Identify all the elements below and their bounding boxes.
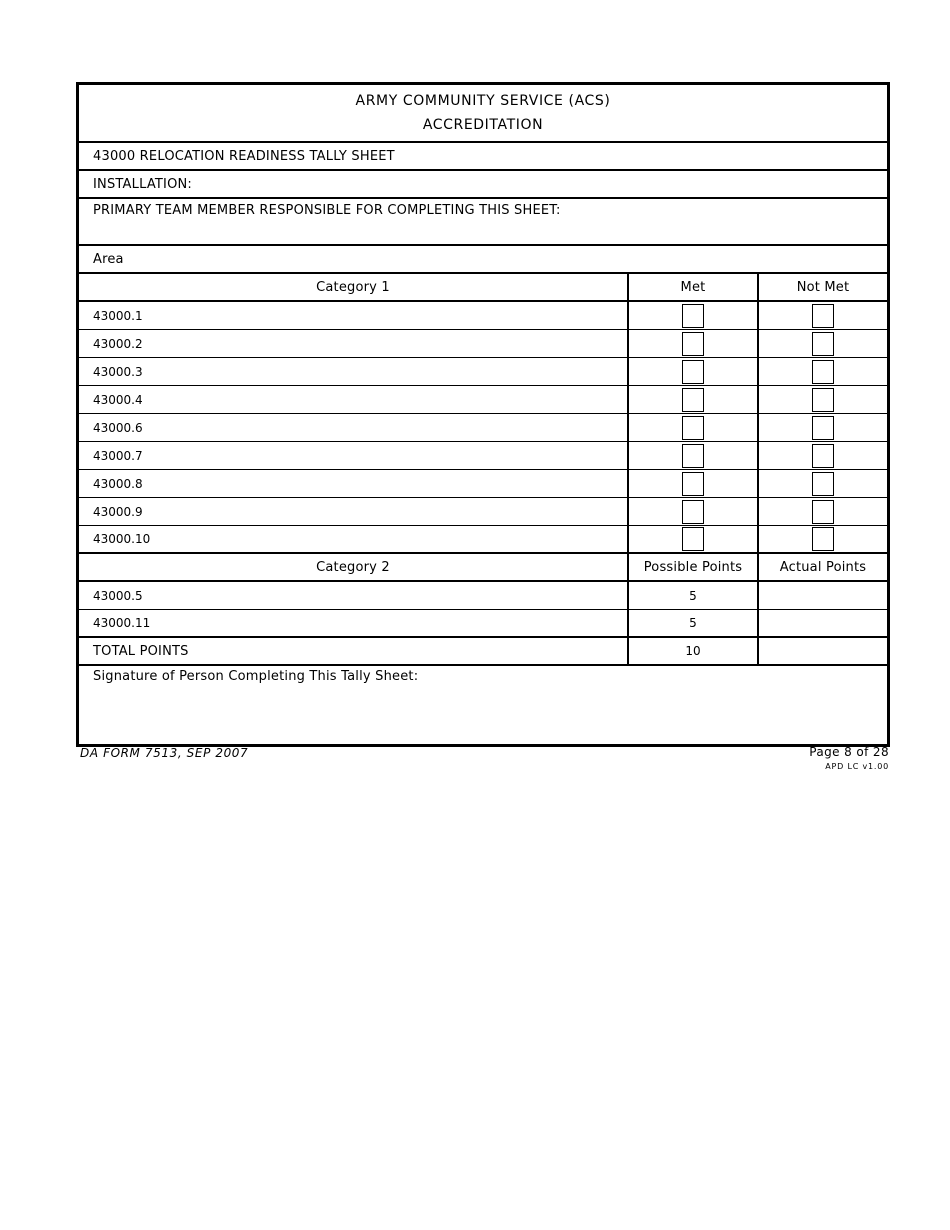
met-cell [629,498,759,525]
met-checkbox[interactable] [682,527,704,551]
category2-item-id: 43000.11 [79,610,629,636]
form-title [79,85,887,141]
met-cell [629,358,759,385]
not-met-header: Not Met [796,279,850,295]
met-cell [629,526,759,552]
category1-item-id: 43000.10 [79,526,629,552]
met-checkbox[interactable] [682,360,704,384]
form-title-row [79,85,887,143]
not-met-checkbox[interactable] [812,500,834,524]
category1-row [79,386,887,414]
not-met-cell [759,498,887,525]
met-checkbox[interactable] [682,472,704,496]
met-header: Met [629,274,759,300]
not-met-cell [759,442,887,469]
primary-member-field[interactable]: PRIMARY TEAM MEMBER RESPONSIBLE FOR COMPLETING THIS SHEET: [93,203,561,218]
category1-row [79,302,887,330]
not-met-cell [759,526,887,552]
met-cell [629,330,759,357]
form-number: DA FORM 7513, SEP 2007 [80,746,249,760]
sheet-title: 43000 RELOCATION READINESS TALLY SHEET [93,148,395,164]
not-met-cell [759,470,887,497]
actual-points-field[interactable] [759,610,887,636]
category2-row [79,610,887,638]
not-met-checkbox[interactable] [812,332,834,356]
met-cell [629,414,759,441]
form-version: APD LC v1.00 [825,762,889,771]
tally-sheet-form [76,82,890,747]
actual-points-header: Actual Points [779,559,867,575]
met-checkbox[interactable] [682,500,704,524]
total-actual-points-field[interactable] [759,638,887,664]
category2-item-id: 43000.5 [79,582,629,609]
installation-row[interactable] [79,171,887,199]
category1-header: Category 1 [79,274,629,300]
category1-row [79,526,887,554]
area-row[interactable] [79,246,887,274]
total-points-label: TOTAL POINTS [79,638,629,664]
category1-row [79,470,887,498]
not-met-cell [759,302,887,329]
area-field[interactable]: Area [93,251,124,267]
category1-row [79,442,887,470]
met-checkbox[interactable] [682,304,704,328]
not-met-checkbox[interactable] [812,527,834,551]
met-cell [629,302,759,329]
category2-header: Category 2 [79,554,629,580]
category1-row [79,498,887,526]
not-met-cell [759,414,887,441]
signature-row[interactable] [79,666,887,744]
signature-field[interactable]: Signature of Person Completing This Tally Sheet: [93,669,419,684]
category2-row [79,582,887,610]
met-cell [629,470,759,497]
actual-points-field[interactable] [759,582,887,609]
possible-points-value: 5 [629,582,759,609]
met-checkbox[interactable] [682,416,704,440]
form-title-line1: ARMY COMMUNITY SERVICE (ACS) [355,93,611,109]
not-met-cell [759,358,887,385]
met-cell [629,386,759,413]
not-met-checkbox[interactable] [812,360,834,384]
not-met-checkbox[interactable] [812,472,834,496]
installation-field[interactable]: INSTALLATION: [93,176,193,192]
met-checkbox[interactable] [682,332,704,356]
total-points-row [79,638,887,666]
category1-item-id: 43000.6 [79,414,629,441]
possible-points-header: Possible Points [629,554,759,580]
met-cell [629,442,759,469]
category1-row [79,358,887,386]
category1-item-id: 43000.4 [79,386,629,413]
category2-header-row [79,554,887,582]
met-checkbox[interactable] [682,388,704,412]
sheet-title-row [79,143,887,171]
primary-member-row[interactable] [79,199,887,246]
category1-header-row [79,274,887,302]
not-met-checkbox[interactable] [812,444,834,468]
category1-item-id: 43000.2 [79,330,629,357]
not-met-cell [759,330,887,357]
not-met-checkbox[interactable] [812,304,834,328]
category1-item-id: 43000.3 [79,358,629,385]
possible-points-value: 5 [629,610,759,636]
category1-row [79,330,887,358]
met-checkbox[interactable] [682,444,704,468]
form-title-line2: ACCREDITATION [422,117,544,133]
category1-item-id: 43000.7 [79,442,629,469]
category1-item-id: 43000.9 [79,498,629,525]
page-number: Page 8 of 28 [809,745,889,759]
category1-row [79,414,887,442]
category1-item-id: 43000.1 [79,302,629,329]
total-possible-points: 10 [629,638,759,664]
not-met-checkbox[interactable] [812,388,834,412]
category1-item-id: 43000.8 [79,470,629,497]
not-met-checkbox[interactable] [812,416,834,440]
not-met-cell [759,386,887,413]
